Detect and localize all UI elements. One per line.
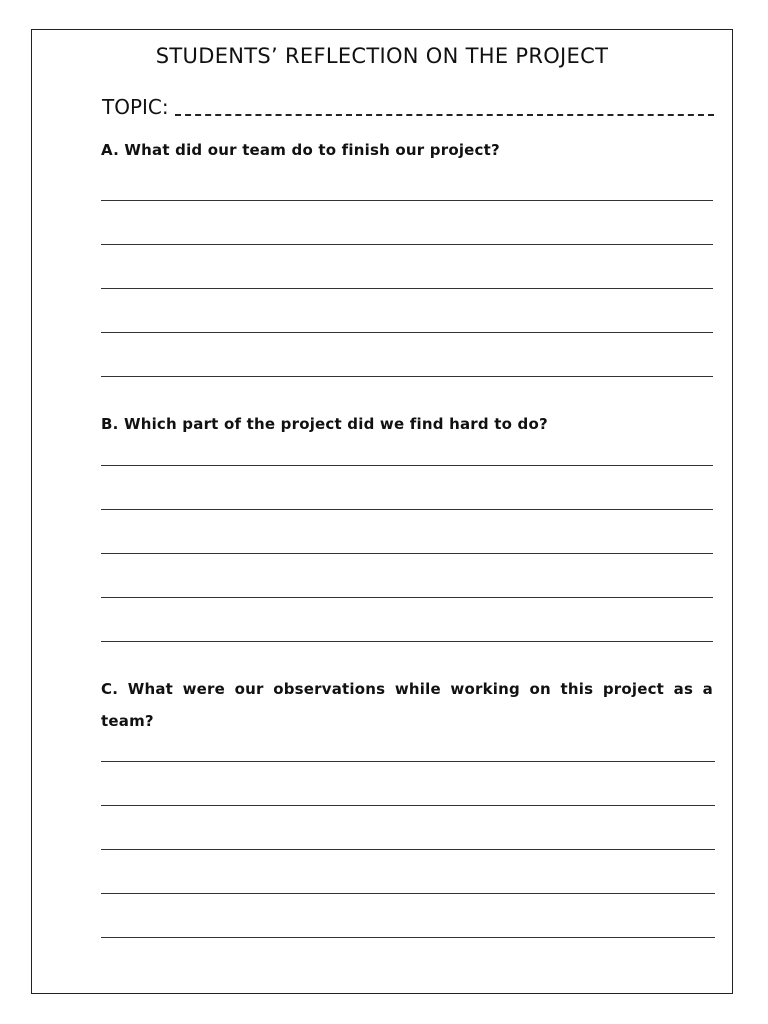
answer-line-b-3[interactable] [101, 553, 713, 554]
page-title: STUDENTS’ REFLECTION ON THE PROJECT [155, 44, 609, 68]
answer-line-b-2[interactable] [101, 509, 713, 510]
answer-line-c-1[interactable] [101, 761, 715, 762]
answer-line-a-5[interactable] [101, 376, 713, 377]
answer-line-a-4[interactable] [101, 332, 713, 333]
question-a: A. What did our team do to finish our project? [101, 141, 500, 159]
answer-line-b-4[interactable] [101, 597, 713, 598]
answer-line-a-2[interactable] [101, 244, 713, 245]
topic-label: TOPIC: [102, 95, 169, 119]
answer-line-c-2[interactable] [101, 805, 715, 806]
question-b: B. Which part of the project did we find hard to do? [101, 415, 548, 433]
answer-line-b-5[interactable] [101, 641, 713, 642]
answer-line-c-4[interactable] [101, 893, 715, 894]
answer-line-a-3[interactable] [101, 288, 713, 289]
worksheet-page [31, 29, 733, 994]
answer-line-a-1[interactable] [101, 200, 713, 201]
answer-line-b-1[interactable] [101, 465, 713, 466]
topic-blank-line[interactable] [175, 114, 714, 116]
topic-row [102, 92, 714, 118]
answer-line-c-5[interactable] [101, 937, 715, 938]
question-c: C. What were our observations while working on this project as a team? [101, 680, 713, 730]
answer-line-c-3[interactable] [101, 849, 715, 850]
